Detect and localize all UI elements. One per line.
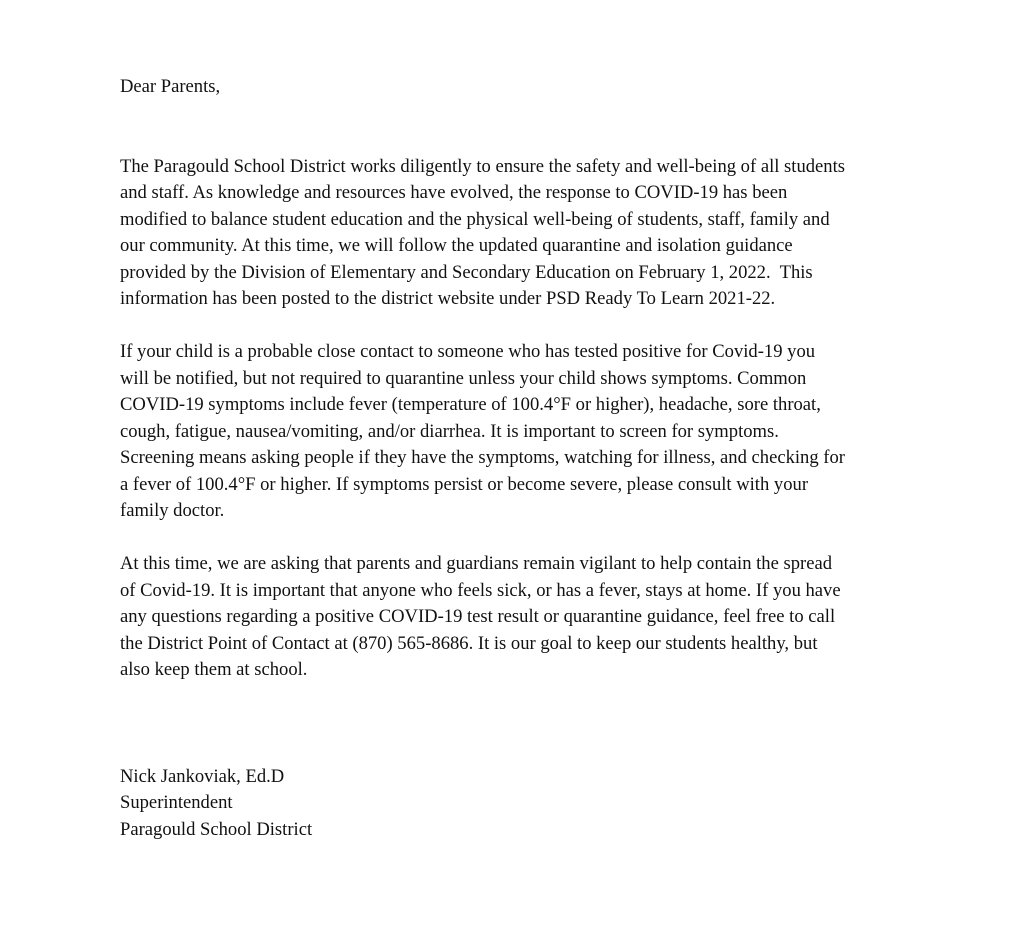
letter-body — [120, 74, 920, 843]
paragraph-line: of Covid-19. It is important that anyone who feels sick, or has a fever, stays at home. If you have — [120, 579, 841, 601]
paragraph-line: any questions regarding a positive COVID-19 test result or quarantine guidance, feel free to call — [120, 606, 836, 627]
signer-title: Superintendent — [120, 792, 233, 813]
paragraph-line: the District Point of Contact at (870) 565-8686. It is our goal to keep our students healthy, but — [120, 632, 818, 654]
signer-name: Nick Jankoviak, Ed.D — [120, 765, 285, 787]
spacer — [120, 684, 920, 764]
paragraph-1 — [120, 154, 920, 313]
paragraph-line: and staff. As knowledge and resources have evolved, the response to COVID-19 has been — [120, 182, 788, 203]
signature-block — [120, 764, 920, 844]
paragraph-line: a fever of 100.4°F or higher. If symptoms persist or become severe, please consult with your — [120, 473, 809, 495]
paragraph-3 — [120, 551, 920, 684]
paragraph-line: provided by the Division of Elementary and Secondary Education on February 1, 2022. This — [120, 261, 813, 283]
paragraph-line: our community. At this time, we will follow the updated quarantine and isolation guidance — [120, 235, 793, 256]
spacer — [120, 101, 920, 154]
paragraph-line: The Paragould School District works diligently to ensure the safety and well-being of all students — [120, 155, 846, 177]
paragraph-line: information has been posted to the district website under PSD Ready To Learn 2021-22. — [120, 288, 776, 309]
paragraph-line: Screening means asking people if they have the symptoms, watching for illness, and checking for — [120, 447, 845, 468]
signer-organization: Paragould School District — [120, 818, 313, 840]
paragraph-line: family doctor. — [120, 500, 225, 521]
paragraph-line: COVID-19 symptoms include fever (temperature of 100.4°F or higher), headache, sore throat, — [120, 394, 821, 415]
paragraph-line: will be notified, but not required to quarantine unless your child shows symptoms. Common — [120, 367, 807, 389]
paragraph-line: modified to balance student education and the physical well-being of students, staff, family and — [120, 208, 830, 230]
paragraph-line: At this time, we are asking that parents and guardians remain vigilant to help contain the spread — [120, 553, 833, 574]
paragraph-line: If your child is a probable close contact to someone who has tested positive for Covid-19 you — [120, 341, 816, 362]
spacer — [120, 313, 920, 340]
spacer — [120, 525, 920, 552]
paragraph-2 — [120, 339, 920, 525]
paragraph-line: also keep them at school. — [120, 659, 308, 680]
paragraph-line: cough, fatigue, nausea/vomiting, and/or diarrhea. It is important to screen for symptoms. — [120, 420, 779, 442]
salutation: Dear Parents, — [120, 76, 221, 97]
